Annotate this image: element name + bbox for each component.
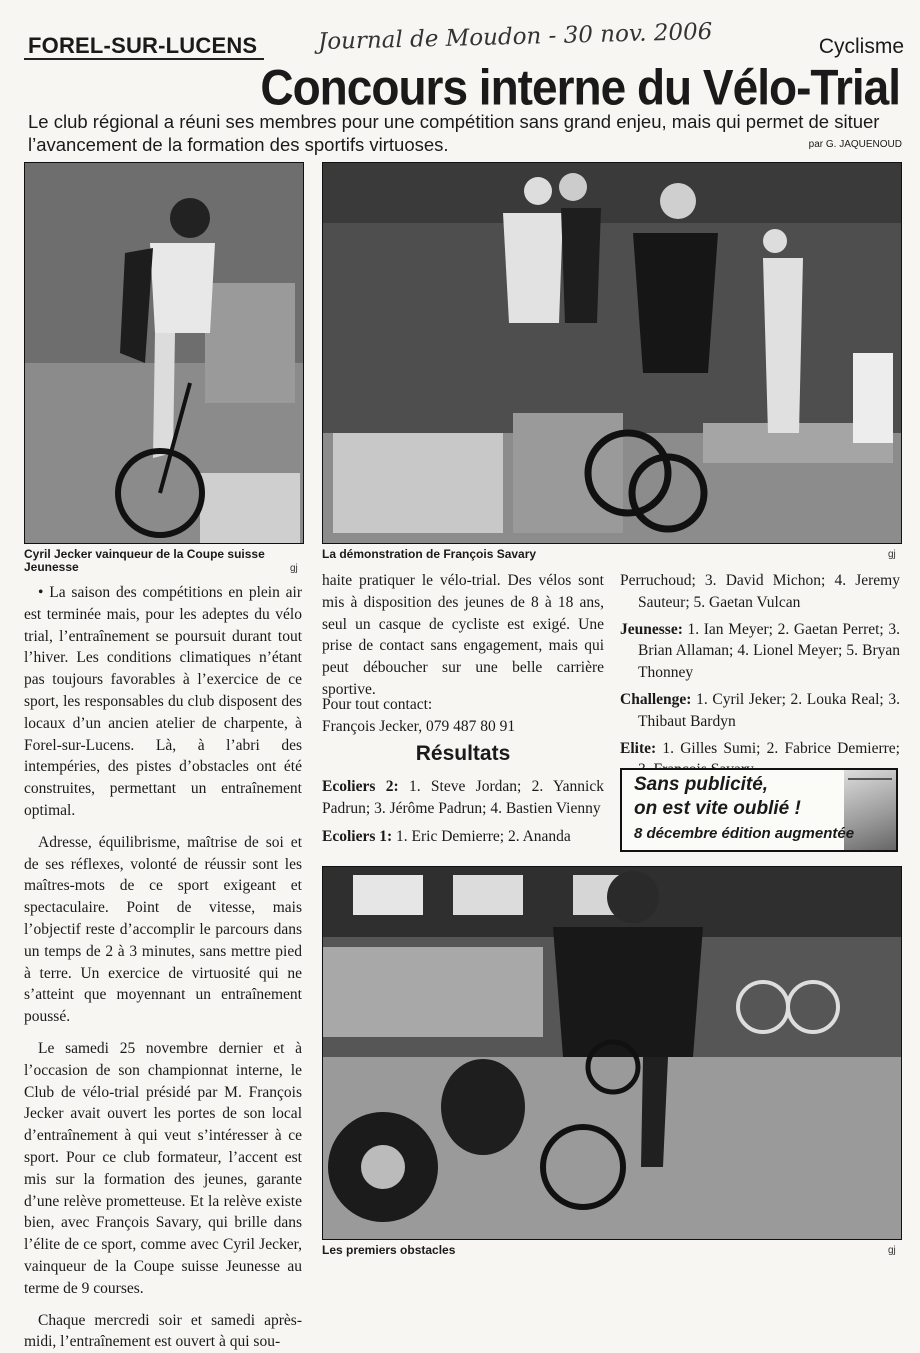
article-column-2 [322, 570, 604, 701]
result-ecoliers2 [322, 776, 604, 820]
contact-label: Pour tout contact: [322, 694, 604, 716]
result-names: 1. Steve Jordan; 2. Yannick Padrun; 3. Jérôme Padrun; 4. Bastien Vienny [322, 778, 604, 817]
result-names: 1. Gilles Sumi; 2. Fabrice Demierre; [638, 740, 900, 779]
contact-block [322, 694, 604, 738]
article-paragraph: Chaque mercredi soir et samedi après-midi, l’entraînement est ouvert à qui sou- [24, 1310, 302, 1353]
article-column-1 [24, 582, 302, 1353]
handwritten-annotation: Journal de Moudon - 30 nov. 2006 [318, 19, 713, 55]
promo-line-2: on est vite oublié ! [634, 798, 801, 820]
photo-caption: Les premiers obstacles [322, 1244, 455, 1257]
locality-label: FOREL-SUR-LUCENS [28, 33, 257, 59]
result-ecoliers1 [322, 826, 604, 848]
result-jeunesse [620, 619, 900, 684]
section-rubric: Cyclisme [819, 35, 904, 59]
photo-premiers-obstacles [322, 866, 902, 1240]
results-list-part2 [620, 570, 900, 786]
article-paragraph: Adresse, équilibrisme, maîtrise de soi et de ses réflexes, volonté de réussir sont les maîtres-mots de ce sport exigeant et spectaculaire. Point de vitesse, mais l’objectif reste d’accomplir le parcours dans un temps de 2 à 3 minutes, sans mettre pied à terre. Un exercice de virtuosité qui ne s’atteint que moyennant un entraînement poussé. [24, 832, 302, 1028]
photo-demonstration [322, 162, 902, 544]
promo-line-3: 8 décembre édition augmentée [634, 825, 854, 842]
lead-paragraph: Le club régional a réuni ses membres pour une compétition sans grand enjeu, mais qui permet de situer l’avancement de la formation des sportifs virtuoses. [28, 110, 908, 156]
result-names: 1. Cyril Jeker; 2. Louka Real; 3. Thibaut Bardyn [638, 691, 900, 730]
result-category: Jeunesse: [620, 621, 683, 638]
results-list-part1 [322, 770, 604, 852]
article-paragraph: Le samedi 25 novembre dernier et à l’occasion de son championnat interne, le Club de vélo-trial présidé par M. François Jecker avait ouvert les portes de son local d’entraînement à qui veut s’intéresser à ce sport. Pour ce club formateur, l’accent est mis sur la formation des jeunes, garante d’une relève prometteuse. Et la relève existe bien, avec François Savary, qui brille dans l’élite de ce sport, comme avec Cyril Jecker, vainqueur de la Coupe suisse Jeunesse au terme de 9 courses. [24, 1038, 302, 1300]
photo-caption: Cyril Jecker vainqueur de la Coupe suisse Jeunesse [24, 548, 274, 574]
byline-author: G. JAQUENOUD [826, 139, 902, 150]
result-category: Elite: [620, 740, 656, 757]
result-category: Challenge: [620, 691, 691, 708]
result-names: 1. Eric Demierre; 2. Ananda [392, 828, 571, 845]
promo-line-1: Sans publicité, [634, 774, 768, 796]
photo-credit: gj [888, 1245, 896, 1256]
result-category: Ecoliers 1: [322, 828, 392, 845]
result-category: Ecoliers 2: [322, 778, 399, 795]
photo-caption: La démonstration de François Savary [322, 548, 536, 561]
result-names: 1. Ian Meyer; 2. Gaetan Perret; 3. Brian Allaman; 4. Lionel Meyer; 5. Bryan Thonney [638, 621, 900, 682]
result-challenge [620, 689, 900, 733]
byline-prefix: par [809, 139, 823, 150]
byline [809, 139, 902, 150]
result-ecoliers1-continued: Perruchoud; 3. David Michon; 4. Jeremy Sauteur; 5. Gaetan Vulcan [620, 570, 900, 614]
promo-box [620, 768, 898, 852]
photo-credit: gj [888, 549, 896, 560]
headline: Concours interne du Vélo-Trial [0, 58, 900, 116]
contact-value: François Jecker, 079 487 80 91 [322, 716, 604, 738]
photo-credit: gj [290, 563, 298, 574]
photo-cyril-jecker [24, 162, 304, 544]
article-paragraph: • La saison des compétitions en plein air est terminée mais, pour les adeptes du vélo trial, l’entraînement se poursuit durant tout l’hiver. Les conditions climatiques n’étant pas toujours favorables à l’exercice de ce sport, les responsables du club disposent des locaux d’un ancien atelier de charpente, à Forel-sur-Lucens. Là, à l’abri des intempéries, des pistes d’obstacles ont été construites, permettant un entraînement optimal. [24, 582, 302, 822]
results-heading: Résultats [322, 742, 604, 766]
article-paragraph: haite pratiquer le vélo-trial. Des vélos sont mis à disposition des jeunes de 8 à 18 ans, seul un casque de cycliste est exigé. Une prise de contact sans engagement, mais qui peut déboucher sur une belle carrière sportive. [322, 570, 604, 701]
